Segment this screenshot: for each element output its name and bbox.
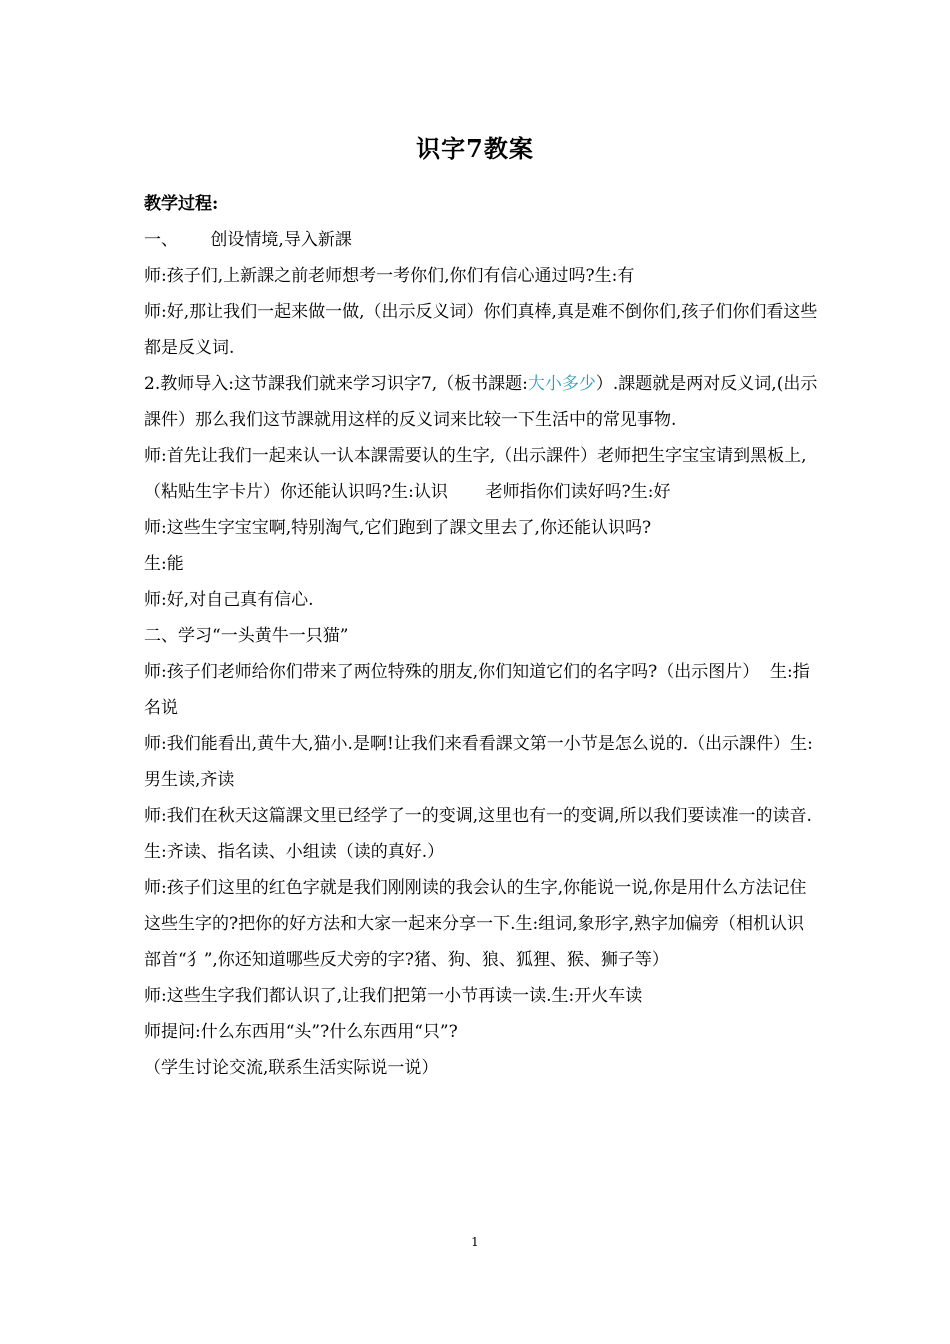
document-body (144, 186, 915, 1086)
paragraph-with-highlight (144, 366, 820, 438)
section-heading-two: 二、学习“一头黄牛一只猫” (144, 626, 349, 646)
paragraph-text-before: 2.教师导入:这节課我们就来学习识字7,（板书課题: (144, 374, 528, 394)
paragraph: 生:能 (144, 554, 184, 574)
paragraph: 师:这些生字我们都认识了,让我们把第一小节再读一读.生:开火车读 (144, 986, 643, 1006)
paragraph: 师:首先让我们一起来认一认本課需要认的生字,（出示課件）老师把生字宝宝请到黑板上,（粘贴生字卡片）你还能认识吗?生:认识 老师指你们读好吗?生:好 (144, 446, 807, 502)
paragraph-text-after: ）.課题就是两对反义词,(出示課件）那么我们这节課就用这样的反义词来比较一下生活中的常见事物. (144, 374, 818, 430)
paragraph: 师:我们在秋天这篇課文里已经学了一的变调,这里也有一的变调,所以我们要读准一的读音. 生:齐读、指名读、小组读（读的真好.） (144, 806, 915, 862)
document-title: 识字7教案 (416, 134, 534, 163)
paragraph: 师:好,对自己真有信心. (144, 590, 314, 610)
page-number: 1 (471, 1235, 479, 1249)
paragraph: 师提问:什么东西用“头”?什么东西用“只”? (144, 1022, 458, 1042)
paragraph: 师:孩子们这里的红色字就是我们刚刚读的我会认的生字,你能说一说,你是用什么方法记住这些生字的?把你的好方法和大家一起来分享一下.生:组词,象形字,熟字加偏旁（相机认识部首“犭”,你还知道哪些反犬旁的字?猪、狗、狼、狐狸、猴、狮子等） (144, 878, 807, 970)
paragraph: 师:孩子们,上新課之前老师想考一考你们,你们有信心通过吗?生:有 (144, 266, 635, 286)
paragraph: 师:这些生字宝宝啊,特别淘气,它们跑到了課文里去了,你还能认识吗? (144, 518, 652, 538)
section-heading-one: 一、 创设情境,导入新課 (144, 230, 352, 250)
paragraph: 师:我们能看出,黄牛大,猫小.是啊!让我们来看看課文第一小节是怎么说的.（出示課件）生:男生读,齐读 (144, 734, 813, 790)
highlighted-lesson-title: 大小多少 (527, 374, 596, 394)
section-heading-teaching-process: 教学过程: (144, 194, 219, 214)
paragraph: 师:孩子们老师给你们带来了两位特殊的朋友,你们知道它们的名字吗?（出示图片） 生:指名说 (144, 662, 810, 718)
paragraph: 师:好,那让我们一起来做一做,（出示反义词）你们真棒,真是难不倒你们,孩子们你们看这些都是反义词. (144, 302, 818, 358)
paragraph: （学生讨论交流,联系生活实际说一说） (144, 1058, 439, 1078)
